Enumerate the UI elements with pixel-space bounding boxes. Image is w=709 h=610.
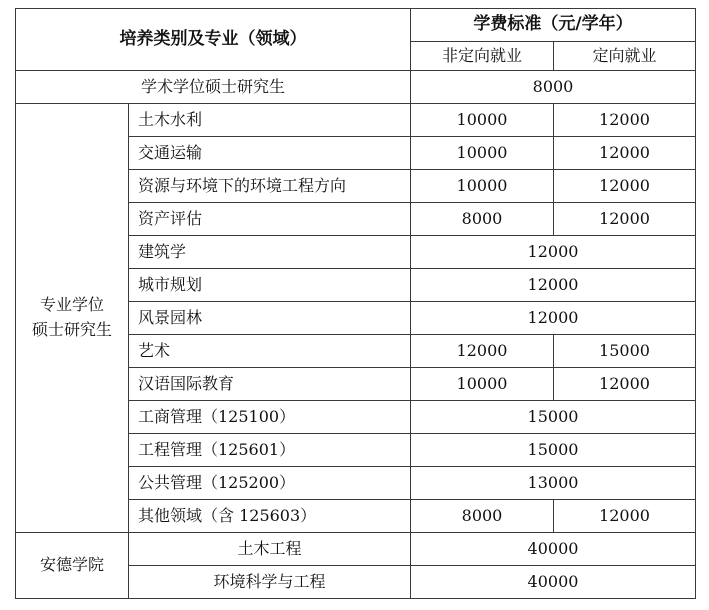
major-name: 城市规划 <box>129 269 411 302</box>
major-name: 风景园林 <box>129 302 411 335</box>
professional-label <box>16 104 129 533</box>
non-directed-fee: 10000 <box>411 170 554 203</box>
major-name: 公共管理（125200） <box>129 467 411 500</box>
major-name: 汉语国际教育 <box>129 368 411 401</box>
major-name: 艺术 <box>129 335 411 368</box>
header-category-major: 培养类别及专业（领域） <box>16 9 411 71</box>
header-non-directed: 非定向就业 <box>411 42 554 71</box>
unified-fee: 12000 <box>411 302 696 335</box>
major-name: 资产评估 <box>129 203 411 236</box>
unified-fee: 12000 <box>411 236 696 269</box>
header-row <box>16 9 696 42</box>
major-name: 工程管理（125601） <box>129 434 411 467</box>
directed-fee: 15000 <box>554 335 696 368</box>
unified-fee: 40000 <box>411 566 696 599</box>
non-directed-fee: 8000 <box>411 203 554 236</box>
unified-fee: 15000 <box>411 401 696 434</box>
tuition-fee-table <box>15 8 696 599</box>
directed-fee: 12000 <box>554 170 696 203</box>
major-name: 建筑学 <box>129 236 411 269</box>
major-name: 工商管理（125100） <box>129 401 411 434</box>
major-name: 土木工程 <box>129 533 411 566</box>
table-row <box>16 533 696 566</box>
major-name: 资源与环境下的环境工程方向 <box>129 170 411 203</box>
non-directed-fee: 10000 <box>411 104 554 137</box>
table-row <box>16 71 696 104</box>
unified-fee: 13000 <box>411 467 696 500</box>
non-directed-fee: 8000 <box>411 500 554 533</box>
academic-fee: 8000 <box>411 71 696 104</box>
major-name: 土木水利 <box>129 104 411 137</box>
major-name: 其他领域（含 125603） <box>129 500 411 533</box>
non-directed-fee: 10000 <box>411 368 554 401</box>
unified-fee: 12000 <box>411 269 696 302</box>
academic-label: 学术学位硕士研究生 <box>16 71 411 104</box>
non-directed-fee: 10000 <box>411 137 554 170</box>
directed-fee: 12000 <box>554 104 696 137</box>
table-row <box>16 104 696 137</box>
unified-fee: 40000 <box>411 533 696 566</box>
professional-label-line1: 专业学位 <box>39 295 104 315</box>
professional-label-line2: 硕士研究生 <box>31 320 112 339</box>
directed-fee: 12000 <box>554 500 696 533</box>
unified-fee: 15000 <box>411 434 696 467</box>
directed-fee: 12000 <box>554 137 696 170</box>
andrew-college-label: 安德学院 <box>16 533 129 599</box>
major-name: 环境科学与工程 <box>129 566 411 599</box>
directed-fee: 12000 <box>554 368 696 401</box>
non-directed-fee: 12000 <box>411 335 554 368</box>
major-name: 交通运输 <box>129 137 411 170</box>
header-directed: 定向就业 <box>554 42 696 71</box>
directed-fee: 12000 <box>554 203 696 236</box>
header-fee-standard: 学费标准（元/学年） <box>411 9 696 42</box>
